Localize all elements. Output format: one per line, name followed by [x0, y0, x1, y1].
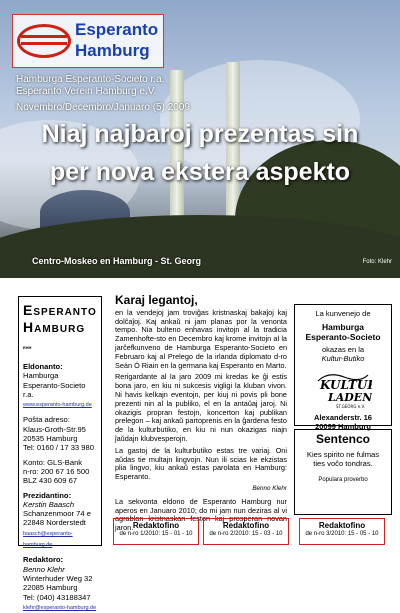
kulturladen-logo-graphic	[314, 367, 372, 411]
imprint-box	[18, 296, 102, 611]
bank-number: n-ro: 200 67 16 500	[23, 466, 90, 476]
bank-section	[23, 458, 97, 486]
deadline-title: Redaktofino	[132, 521, 180, 530]
editor-name: Benno Klehr	[23, 564, 65, 574]
logo-text-esperanto: Esperanto	[75, 20, 159, 39]
imprint-title-1: Esperanto	[23, 302, 97, 318]
editorial-article	[115, 293, 287, 536]
bank-name: Konto: GLS-Bank	[23, 457, 83, 467]
logo-stroke	[21, 35, 67, 38]
publisher-label: Eldonanto:	[23, 362, 63, 371]
quote-title: Sentenco	[315, 432, 370, 446]
society-name-1: Hamburga	[321, 322, 365, 332]
article-paragraph: La sekvonta eldono de Esperanto Hamburg nur aperos en Januaro 2010; do mi jam nun deziras al vi agrablan kristnaskan feston kaj prosperan novan jaron.	[115, 496, 287, 533]
tree-line	[0, 215, 400, 278]
editor-label: Redaktoro:	[23, 555, 64, 565]
quote-line-2: ties voĉo tondras.	[313, 459, 373, 469]
meeting-guest: okazas en la	[321, 345, 365, 354]
imprint-title-2	[23, 319, 97, 357]
logo-ring	[17, 24, 71, 58]
article-paragraph: Rerigardante al la jaro 2009 mi kredas ke ĝi estis bona jaro, en kiu ni sukcesis vigligi la kluban vivon. Ni havis kelkajn eventojn, per kiuj ni povis pli bone prezenti nin al la publiko, el en la antaŭaj jaroj. Ni okazigis propran festojn, koncerton kaj publikan prelegon – kaj ankaŭ partoprenis en la ĝardena festo de la kulturbutiko, en kiu ni nun okazigas niajn ĵaŭdajn klubvesperojn.	[115, 372, 287, 443]
editor-email[interactable]: klehr@esperanto-hamburg.de	[23, 604, 97, 611]
imprint-title-2-text: Hamburg	[23, 319, 86, 335]
editor-phone: Tel: (040) 43188347	[23, 592, 91, 602]
publisher-section	[23, 362, 97, 410]
deadline-box	[113, 518, 199, 545]
venue-city: 20099 Hamburg	[315, 422, 371, 431]
logo-word-laden: LADEN	[328, 391, 372, 404]
issue-date: Novembro/Decembro/Januaro (5) 2009	[16, 102, 190, 113]
logo-word-stgeorg: ST.GEORG e.V.	[336, 404, 365, 409]
editor-city: 22085 Hamburg	[23, 583, 78, 593]
meeting-intro: La kunvenejo de	[315, 309, 371, 318]
deadline-date: de n-ro 3/2010: 15 - 05 - 10	[305, 531, 379, 537]
deadline-date: de n-ro 1/2010: 15 - 01 - 10	[119, 531, 193, 537]
president-label: Prezidantino:	[23, 490, 72, 500]
venue-street: Alexanderstr. 16	[314, 413, 372, 422]
editor-section	[23, 555, 97, 613]
postal-section	[23, 415, 97, 452]
postal-label: Poŝta adreso:	[23, 415, 70, 425]
quote-box	[294, 429, 392, 515]
headline-line1: Niaj najbaroj prezentas sin	[41, 120, 359, 148]
president-city: 22848 Norderstedt	[23, 518, 86, 528]
publisher-name: Hamburga Esperanto-Societo r.a.	[23, 371, 86, 399]
president-email[interactable]: baasch@esperanto-hamburg.de	[23, 530, 73, 549]
esperanto-hamburg-logo	[12, 14, 164, 68]
bank-code: BLZ 430 609 67	[23, 476, 78, 486]
meeting-venue: Kultur-Butiko	[321, 354, 365, 363]
article-title: Karaj legantoj,	[115, 293, 198, 307]
deadline-box	[203, 518, 289, 545]
website-link[interactable]: www.esperanto-hamburg.de	[23, 402, 92, 409]
photo-credit: Foto: Klehr	[362, 259, 392, 265]
president-section	[23, 491, 97, 551]
article-signature: Benno Klehr	[252, 484, 287, 492]
president-street: Schanzenmoor 74 e	[23, 509, 91, 519]
postal-city: 20535 Hamburg	[23, 434, 78, 444]
article-paragraph: en la vendejoj jam troviĝas kristnaskaj bakaĵoj kaj dolĉaĵoj. Kaj ankaŭ ni jam planas por la venonta tempo. Nia bulteno enhavas invitojn al la tradicia Zamenhofte-sto en Decembro kaj krome invitojn al la jarĉefkunveno de Hamburga Esperanto-Societo en Februaro kaj al Prelego de la irlanda diplomato d-ro Seán Ó Riain en la germana kaj Esperanto en Marto.	[115, 307, 287, 370]
article-paragraph: La gastoj de la kulturbutiko estas tre variaj. Oni aŭdas tie multajn lingvojn. Nun ili scias ke ekzistas plia lingvo, kiu ankaŭ estas parolata en Hamburg: Esperanto.	[115, 445, 287, 482]
logo-word-kultur: KULTUR	[320, 378, 372, 392]
quote-source: Populara proverbo	[318, 476, 368, 483]
org-name-de: Esperanto Verein Hamburg e.V.	[16, 86, 157, 97]
quote-line-1: Kies spirito ne fulmas	[306, 450, 380, 460]
cover-photo	[0, 0, 400, 278]
editor-street: Winterhuder Weg 32	[23, 573, 93, 583]
deadline-box	[299, 518, 385, 545]
logo-text-hamburg: Hamburg	[75, 41, 150, 60]
society-name-2: Esperanto-Societo	[305, 332, 381, 342]
postal-street: Klaus-Groth-Str.95	[23, 424, 86, 434]
logo-stroke	[21, 42, 67, 45]
deadline-date: de n-ro 2/2010: 15 - 03 - 10	[209, 531, 283, 537]
kulturladen-logo	[314, 367, 372, 411]
org-name-eo: Hamburga Esperanto-Societo r.a.	[16, 74, 165, 85]
deadline-title: Redaktofino	[318, 521, 366, 530]
postal-phone: Tel: 0160 / 17 33 980	[23, 443, 94, 453]
president-name: Kerstin Baasch	[23, 499, 75, 509]
meeting-place-box	[294, 304, 392, 431]
photo-caption: Centro-Moskeo en Hamburg - St. Georg	[32, 256, 202, 266]
imprint-title-2-small: ehh	[23, 345, 32, 351]
headline-line2: per nova ekstera aspekto	[49, 158, 351, 186]
deadline-title: Redaktofino	[222, 521, 270, 530]
